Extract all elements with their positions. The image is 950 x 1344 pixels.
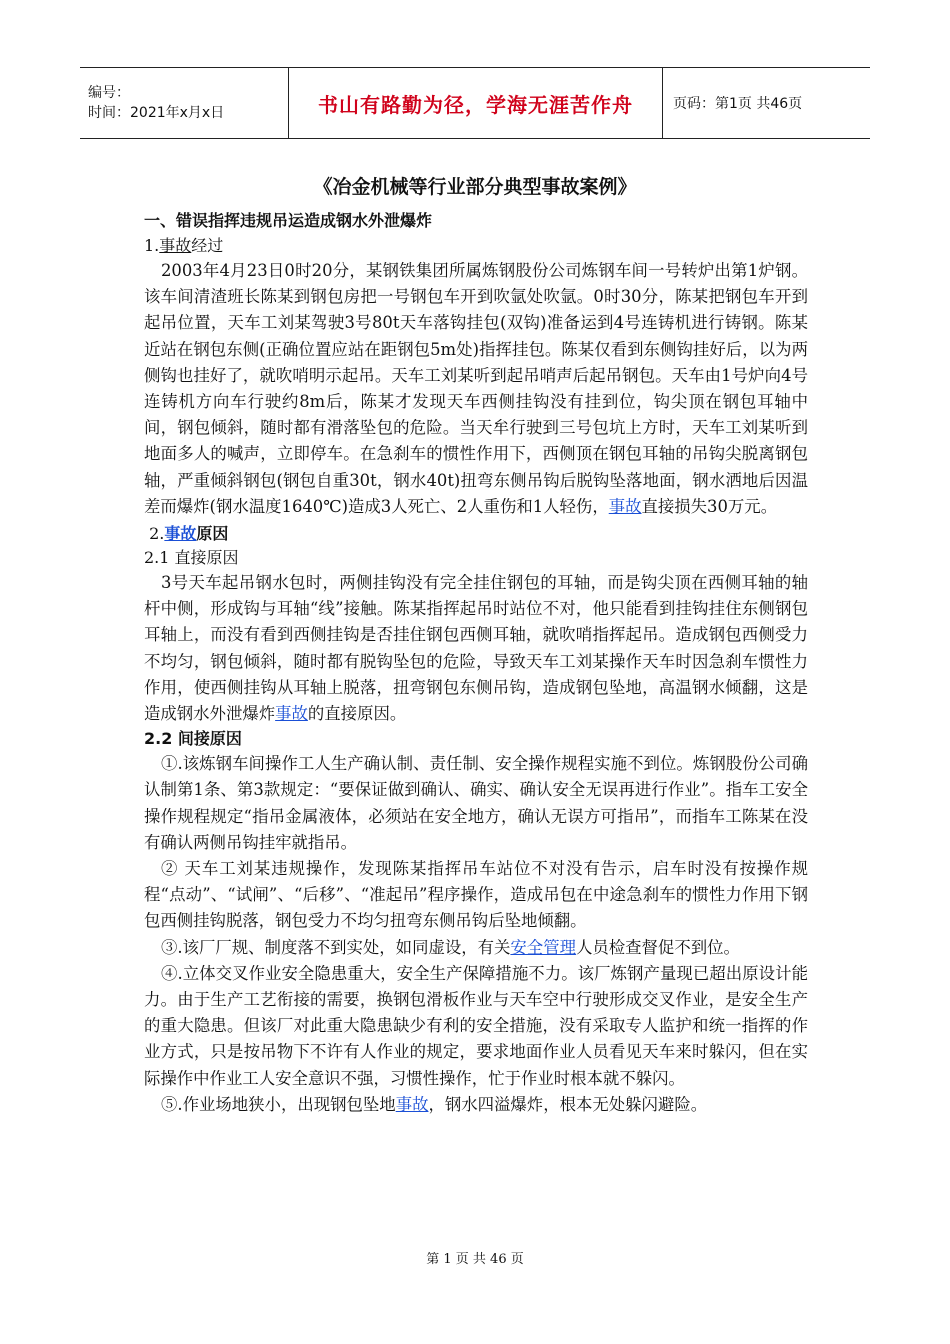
paragraph-indirect-3-end: 人员检查督促不到位。 — [575, 937, 740, 957]
page-header — [80, 67, 870, 139]
subsection-2-1-heading — [144, 546, 808, 570]
paragraph-direct-cause — [144, 570, 808, 727]
header-page-info-cell — [663, 68, 870, 138]
paragraph-direct-cause-text: 3号天车起吊钢水包时，两侧挂钩没有完全挂住钢包的耳轴，而是钩尖顶在西侧耳轴的轴杆中侧，形成钩与耳轴“线”接触。陈某指挥起吊时站位不对，他只能看到挂钩挂住东侧钢包耳轴上，而没有看到西侧挂钩是否挂住钢包西侧耳轴，就吹哨指挥起吊。造成钢包西侧受力不均匀，钢包倾斜，随时都有脱钩坠包的危险，导致天车工刘某操作天车时因急刹车惯性力作用，使西侧挂钩从耳轴上脱落，扭弯钢包东侧吊钩，造成钢包坠地，高温钢水倾翻，这是造成钢水外泄爆炸 — [144, 573, 808, 724]
paragraph-indirect-4: ④.立体交叉作业安全隐患重大，安全生产保障措施不力。该厂炼钢产量现已超出原设计能力。由于生产工艺衔接的需要，换钢包滑板作业与天车空中行驶形成交叉作业，是安全生产的重大隐患。但该厂对此重大隐患缺少有利的安全措施，没有采取专人监护和统一指挥的作业方式，只是按吊物下不许有人作业的规定，要求地面作业人员看见天车来时躲闪，但在实际操作中作业工人安全意识不强，习惯性操作，忙于作业时根本就不躲闪。 — [144, 963, 808, 1088]
subsection-2-prefix: 2. — [149, 524, 165, 544]
subsection-1-prefix: 1. — [144, 236, 160, 255]
subsection-2-1-title: 2.1 直接原因 — [144, 548, 239, 568]
paragraph-indirect-5 — [144, 1092, 808, 1118]
document-body — [144, 208, 808, 1118]
accident-link-2[interactable]: 事故 — [275, 704, 308, 724]
paragraph-indirect-2: ② 天车工刘某违规操作，发现陈某指挥吊车站位不对没有告示，启车时没有按操作规程“点动”、“试闸”、“后移”、“准起吊”程序操作，造成吊包在中途急刹车的惯性力作用下钢包西侧挂钩脱落，钢包受力不均匀扭弯东侧吊钩后坠地倾翻。 — [144, 859, 808, 931]
section-1-title: 一、错误指挥违规吊运造成钢水外泄爆炸 — [144, 211, 433, 230]
paragraph-indirect-5-text: ⑤.作业场地狭小，出现钢包坠地 — [161, 1094, 396, 1114]
paragraph-course-text: 2003年4月23日0时20分，某钢铁集团所属炼钢股份公司炼钢车间一号转炉出第1炉钢。该车间清渣班长陈某到钢包房把一号钢包车开到吹氩处吹氩。0时30分，陈某把钢包车开到起吊位置，天车工刘某驾驶3号80t天车落钩挂包(双钩)准备运到4号连铸机进行铸钢。陈某近站在钢包东侧(正确位置应站在距钢包5m处)指挥挂包。陈某仅看到东侧钩挂好后，以为两侧钩也挂好了，就吹哨明示起吊。天车工刘某听到起吊哨声后起吊钢包。天车由1号炉向4号连铸机方向车行驶约8m后，陈某才发现天车西侧挂钩没有挂到位，钩尖顶在钢包耳轴中间，钢包倾斜，随时都有滑落坠包的危险。当天牟行驶到三号包坑上方时，天车工刘某听到地面多人的喊声，立即停车。在急刹车的惯性作用下，西侧顶在钢包耳轴的吊钩尖脱离钢包轴，严重倾斜钢包(钢包自重30t，钢水40t)扭弯东侧吊钩后脱钩坠落地面，钢水洒地后因温差而爆炸(钢水温度1640℃)造成3人死亡、2人重伤和1人轻伤， — [144, 261, 808, 516]
paragraph-course — [144, 258, 808, 520]
accident-link-3[interactable]: 事故 — [395, 1094, 429, 1114]
page-footer: 第 1 页 共 46 页 — [426, 1252, 524, 1267]
header-meta — [80, 68, 288, 138]
number-label: 编号： — [88, 85, 130, 101]
paragraph-indirect-5-end: ，钢水四溢爆炸，根本无处躲闪避险。 — [428, 1094, 708, 1114]
subsection-1-link[interactable]: 事故 — [159, 236, 192, 255]
subsection-2-heading — [144, 522, 808, 546]
paragraph-direct-cause-end: 的直接原因。 — [307, 704, 407, 724]
document-title: 《冶金机械等行业部分典型事故案例》 — [313, 176, 637, 198]
subsection-1-suffix: 经过 — [191, 236, 224, 255]
accident-link-1[interactable]: 事故 — [608, 496, 642, 516]
paragraph-indirect-3 — [144, 935, 808, 961]
subsection-2-link[interactable]: 事故 — [164, 524, 197, 544]
header-motto-cell — [288, 68, 663, 138]
paragraph-indirect-1: ①.该炼钢车间操作工人生产确认制、责任制、安全操作规程实施不到位。炼钢股份公司确认制第1条、第3款规定：“要保证做到确认、确实、确认安全无误再进行作业”。指车工安全操作规程规定“指吊金属液体，必须站在安全地方，确认无误方可指吊”，而指车工陈某在没有确认两侧吊钩挂牢就指吊。 — [144, 754, 808, 852]
time-label: 时间：2021年x月x日 — [88, 105, 225, 121]
subsection-1-heading — [144, 234, 808, 258]
motto: 书山有路勤为径，学海无涯苦作舟 — [318, 92, 633, 117]
safety-management-link[interactable]: 安全管理 — [510, 937, 576, 957]
paragraph-indirect-3-text: ③.该厂厂规、制度落不到实处，如同虚设，有关 — [161, 937, 511, 957]
page-info: 页码：第1页 共46页 — [673, 96, 803, 112]
subsection-2-suffix: 原因 — [196, 524, 229, 544]
subsection-2-2-title: 2.2 间接原因 — [144, 729, 242, 749]
paragraph-course-end: 直接损失30万元。 — [641, 496, 778, 516]
